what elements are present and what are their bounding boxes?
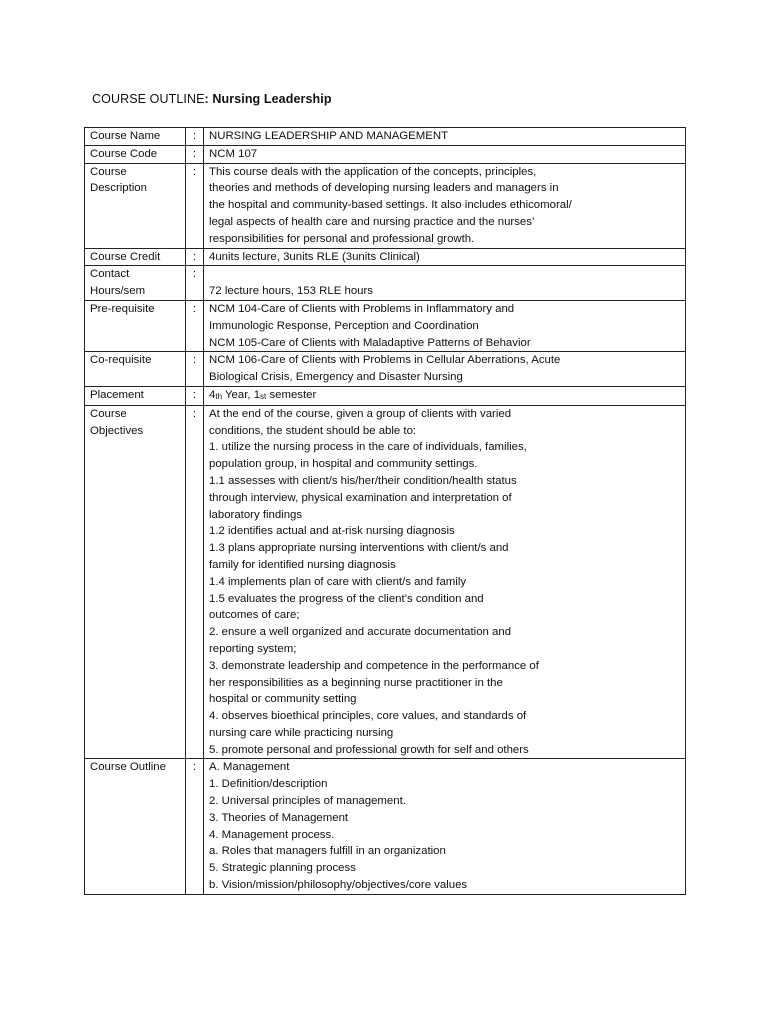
row-course-code — [85, 145, 686, 163]
colon: : — [186, 145, 204, 163]
course-objectives-value-line: laboratory findings — [209, 508, 303, 521]
year-word: Year, — [222, 388, 254, 401]
course-outline-value-line: 3. Theories of Management — [209, 811, 349, 824]
course-objectives-value-line: 1.4 implements plan of care with client/s and family — [209, 575, 467, 588]
course-name-value — [204, 128, 686, 146]
course-objectives-value-line: family for identified nursing diagnosis — [209, 558, 396, 571]
row-placement — [85, 386, 686, 405]
colon: : — [186, 759, 204, 894]
course-code-label-line: Course Code — [90, 147, 158, 160]
row-course-objectives — [85, 405, 686, 759]
course-outline-label-line: Course Outline — [90, 761, 166, 774]
course-outline-table — [84, 127, 686, 895]
course-code-value-line: NCM 107 — [209, 147, 258, 160]
course-description-value — [204, 163, 686, 248]
course-name-label — [85, 128, 186, 146]
course-outline-value — [204, 759, 686, 894]
title-subject: Nursing Leadership — [212, 92, 332, 106]
course-outline-value-line: 1. Definition/description — [209, 778, 328, 791]
colon: : — [186, 300, 204, 351]
course-objectives-value-line: reporting system; — [209, 642, 297, 655]
placement-label — [85, 386, 186, 405]
course-credit-label-line: Course Credit — [90, 250, 161, 263]
row-course-description — [85, 163, 686, 248]
course-objectives-label — [85, 405, 186, 759]
course-objectives-label-line: Objectives — [90, 424, 144, 437]
course-outline-value-line: 5. Strategic planning process — [209, 862, 356, 875]
course-description-label-line: Course — [90, 165, 127, 178]
year-number: 4 — [209, 388, 216, 401]
prerequisite-label-line: Pre-requisite — [90, 302, 155, 315]
placement-label-line: Placement — [90, 388, 144, 401]
course-objectives-value-line: 3. demonstrate leadership and competence in the performance of — [209, 659, 539, 672]
course-objectives-value — [204, 405, 686, 759]
course-outline-value-line: 2. Universal principles of management. — [209, 795, 406, 808]
course-outline-value-line: 4. Management process. — [209, 828, 335, 841]
contact-hours-value — [204, 266, 686, 301]
colon: : — [186, 128, 204, 146]
contact-hours-label — [85, 266, 186, 301]
course-description-value-line: legal aspects of health care and nursing practice and the nurses’ — [209, 215, 535, 228]
course-objectives-value-line: 5. promote personal and professional growth for self and others — [209, 743, 529, 756]
contact-hours-label-line: Contact — [90, 268, 130, 281]
colon: : — [186, 352, 204, 387]
course-code-label — [85, 145, 186, 163]
semester-number: 1 — [253, 388, 261, 401]
course-code-value — [204, 145, 686, 163]
course-credit-value — [204, 248, 686, 266]
corequisite-value-line: NCM 106-Care of Clients with Problems in Cellular Aberrations, Acute — [209, 354, 561, 367]
course-objectives-value-line: outcomes of care; — [209, 609, 300, 622]
prerequisite-value — [204, 300, 686, 351]
title-prefix: COURSE OUTLINE — [92, 92, 205, 106]
course-objectives-value-line: her responsibilities as a beginning nurse practitioner in the — [209, 676, 503, 689]
title-colon: : — [204, 92, 213, 106]
course-description-value-line: responsibilities for personal and professional growth. — [209, 232, 475, 245]
course-name-value-line: NURSING LEADERSHIP AND MANAGEMENT — [209, 130, 449, 142]
course-objectives-value-line: 1. utilize the nursing process in the care of individuals, families, — [209, 441, 527, 454]
course-objectives-value-line: through interview, physical examination and interpretation of — [209, 491, 512, 504]
course-credit-value-line: 4units lecture, 3units RLE (3units Clinical) — [209, 250, 420, 263]
corequisite-label-line: Co-requisite — [90, 354, 152, 367]
course-objectives-value-line: 2. ensure a well organized and accurate documentation and — [209, 626, 512, 639]
course-description-value-line: theories and methods of developing nursing leaders and managers in — [209, 182, 559, 195]
course-objectives-value-line: 1.2 identifies actual and at-risk nursing diagnosis — [209, 525, 455, 538]
prerequisite-value-line: NCM 104-Care of Clients with Problems in Inflammatory and — [209, 302, 515, 315]
year-suffix: th — [215, 391, 223, 401]
course-objectives-value-line: 1.5 evaluates the progress of the client’s condition and — [209, 592, 484, 605]
colon: : — [186, 248, 204, 266]
course-objectives-value-line: nursing care while practicing nursing — [209, 726, 394, 739]
row-course-outline — [85, 759, 686, 894]
course-outline-value-line: b. Vision/mission/philosophy/objectives/core values — [209, 879, 468, 892]
colon: : — [186, 163, 204, 248]
course-objectives-value-line: 1.1 assesses with client/s his/her/their condition/health status — [209, 474, 517, 487]
course-outline-label — [85, 759, 186, 894]
course-description-value-line: the hospital and community-based settings. It also includes ethicomoral/ — [209, 199, 572, 212]
prerequisite-value-line: Immunologic Response, Perception and Coordination — [209, 319, 479, 332]
corequisite-value-line: Biological Crisis, Emergency and Disaster Nursing — [209, 371, 463, 384]
course-objectives-value-line: 1.3 plans appropriate nursing interventions with client/s and — [209, 542, 509, 555]
contact-hours-text: 72 lecture hours, 153 RLE hours — [209, 285, 373, 298]
prerequisite-value-line: NCM 105-Care of Clients with Maladaptive Patterns of Behavior — [209, 336, 531, 349]
row-course-credit — [85, 248, 686, 266]
course-objectives-value-line: population group, in hospital and community settings. — [209, 458, 478, 471]
page-title — [92, 92, 332, 106]
contact-hours-label-line: Hours/sem — [90, 285, 146, 298]
placement-value — [204, 386, 686, 405]
course-credit-label — [85, 248, 186, 266]
course-outline-value-line: a. Roles that managers fulfill in an organization — [209, 845, 446, 858]
semester-suffix: st — [260, 391, 267, 401]
course-objectives-value-line: conditions, the student should be able to: — [209, 424, 417, 437]
row-prerequisite — [85, 300, 686, 351]
row-contact-hours — [85, 266, 686, 301]
course-name-label-line: Course Name — [90, 130, 161, 142]
row-corequisite — [85, 352, 686, 387]
course-description-label-line: Description — [90, 182, 147, 195]
prerequisite-label — [85, 300, 186, 351]
row-course-name — [85, 128, 686, 146]
course-outline-value-line: A. Management — [209, 761, 290, 774]
corequisite-value — [204, 352, 686, 387]
colon: : — [186, 405, 204, 759]
corequisite-label — [85, 352, 186, 387]
course-objectives-value-line: hospital or community setting — [209, 693, 357, 706]
course-description-value-line: This course deals with the application of the concepts, principles, — [209, 165, 537, 178]
course-objectives-value-line: 4. observes bioethical principles, core values, and standards of — [209, 710, 527, 723]
semester-word: semester — [266, 388, 317, 401]
course-description-label — [85, 163, 186, 248]
course-objectives-value-line: At the end of the course, given a group of clients with varied — [209, 407, 512, 420]
course-objectives-label-line: Course — [90, 407, 127, 420]
colon: : — [186, 386, 204, 405]
colon: : — [186, 266, 204, 301]
